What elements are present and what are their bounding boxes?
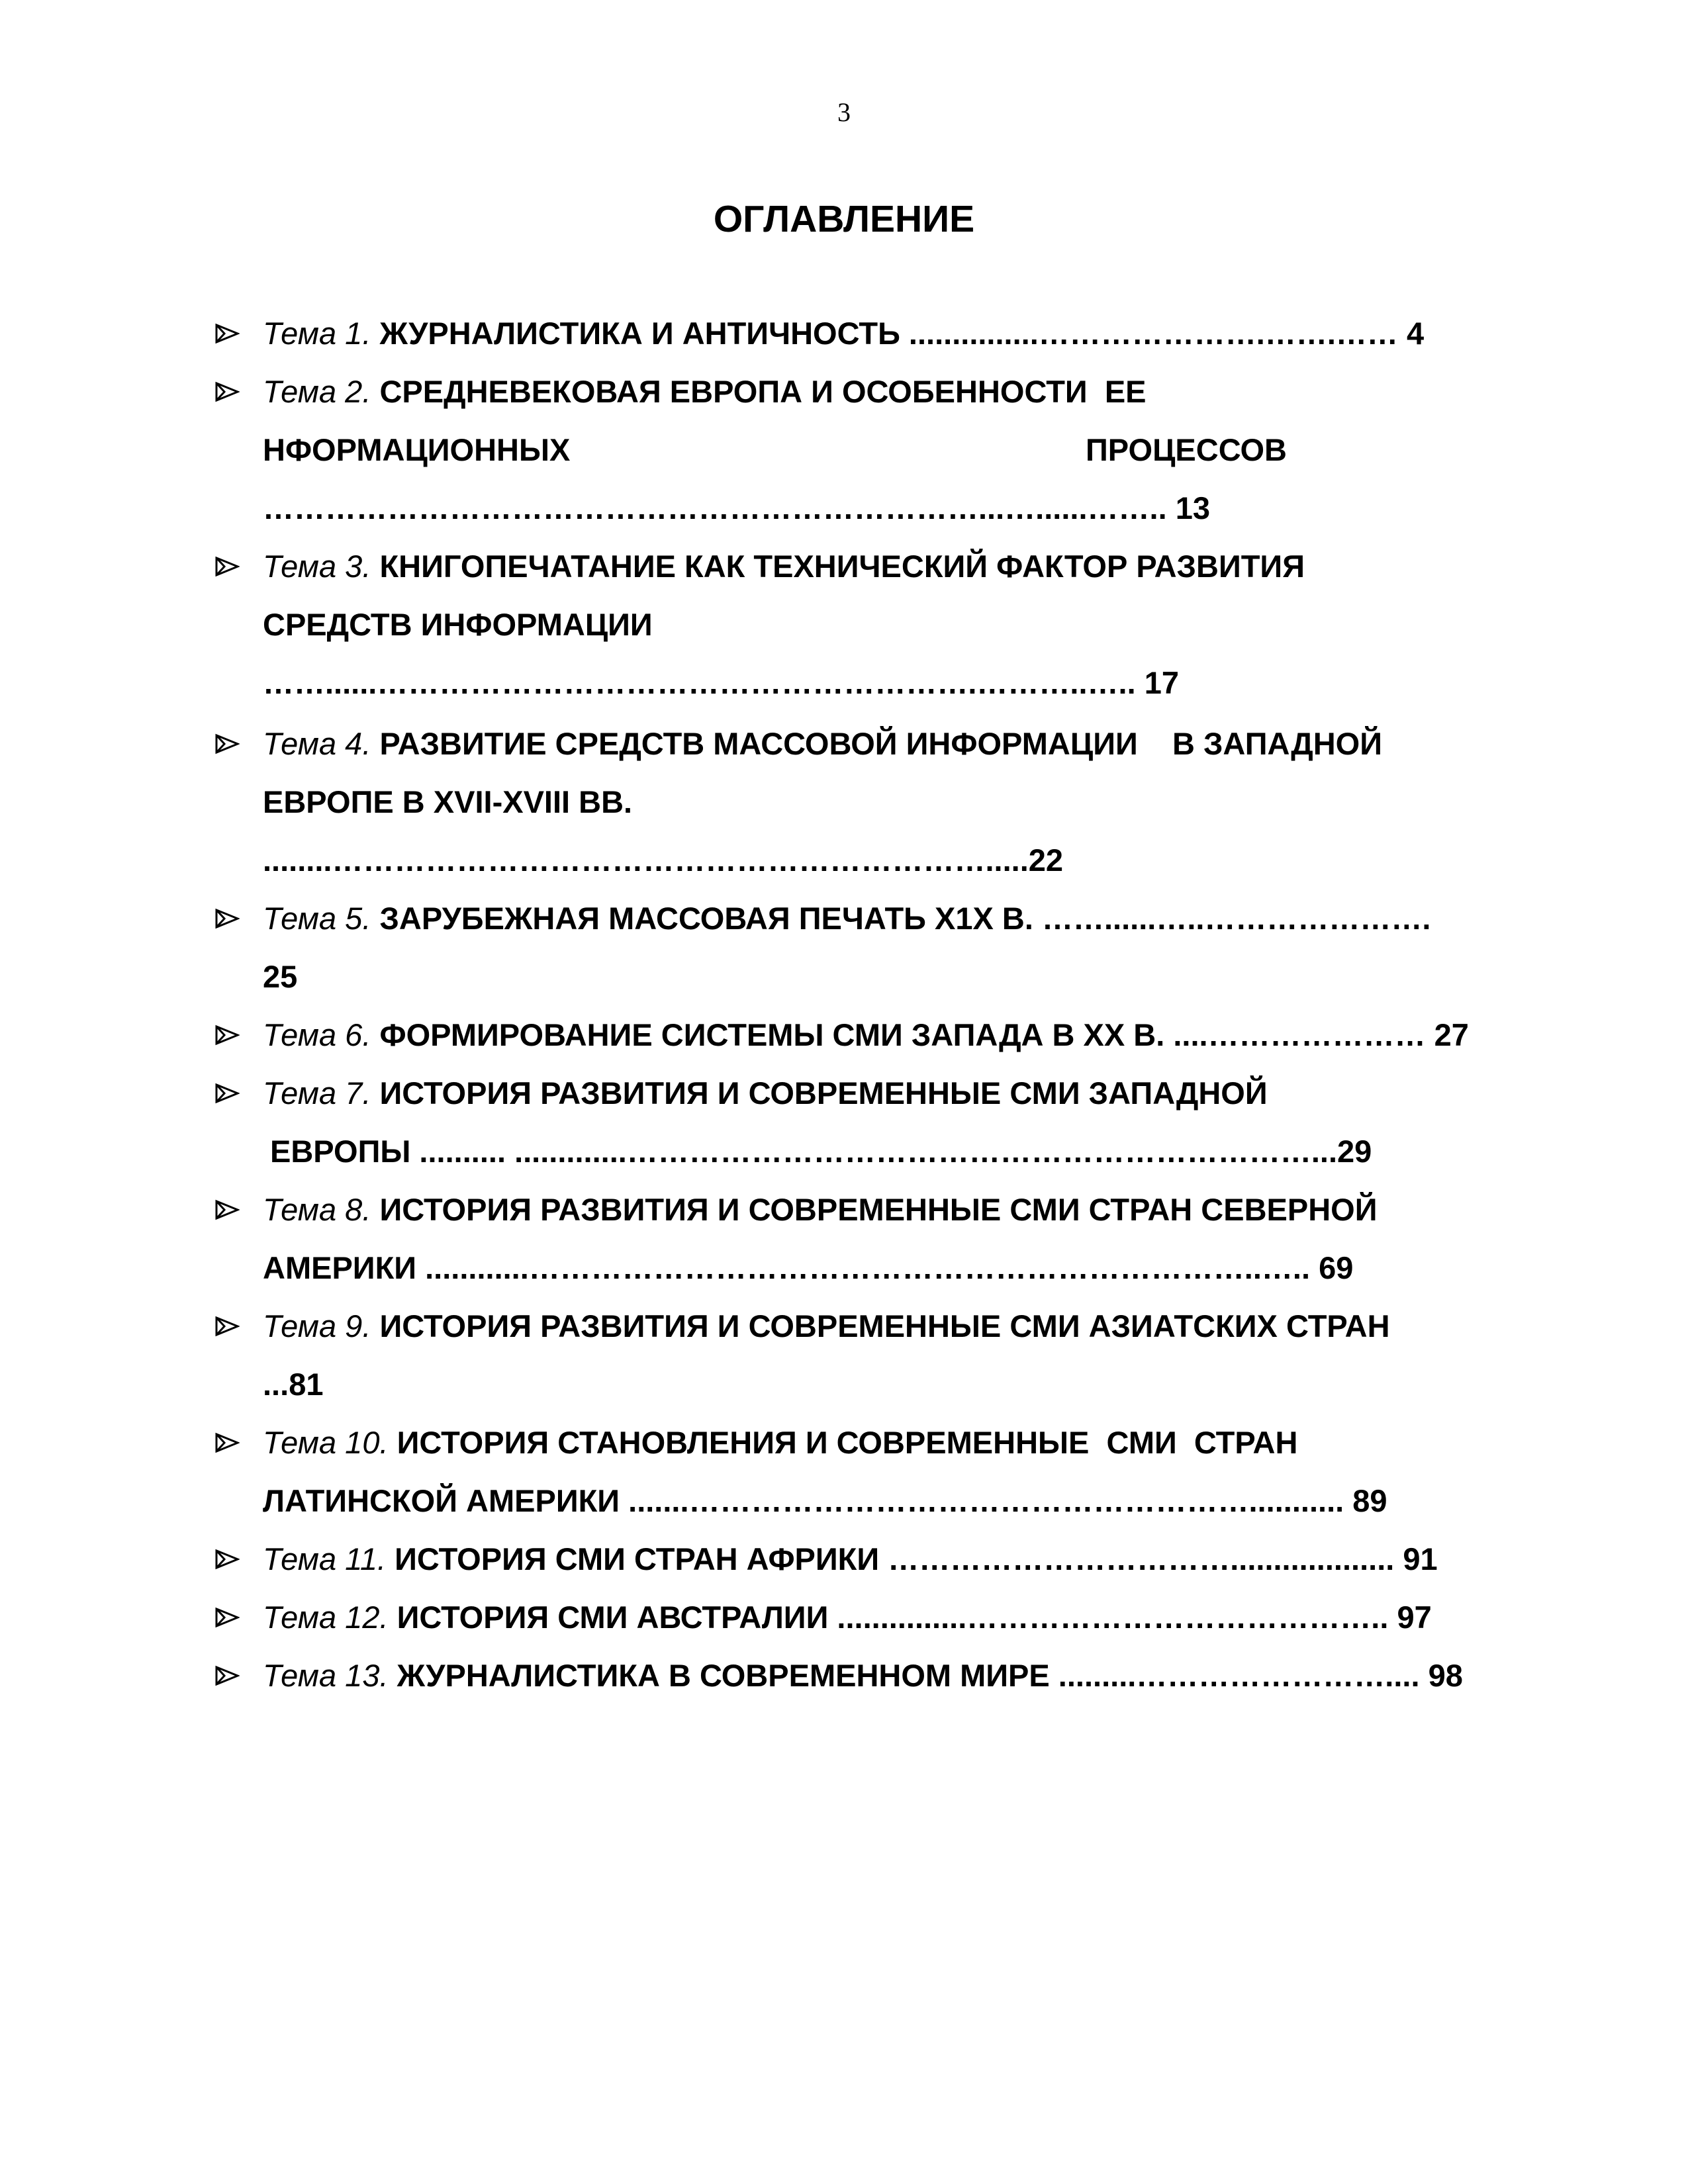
toc-entry-line <box>263 372 1147 412</box>
toc-entry-leader-line <box>263 663 1179 703</box>
topic-label: Тема 13. <box>263 1658 389 1693</box>
toc-entry-leader-line <box>270 1132 1372 1171</box>
topic-title-continuation: ЕВРОПЕ В XVII-XVIII ВВ. <box>263 784 633 819</box>
page-reference: 25 <box>263 959 298 994</box>
page-reference: 13 <box>1175 490 1210 525</box>
dot-leader: ……………………………………………………………...…......…….. <box>263 490 1176 525</box>
topic-title: ИСТОРИЯ РАЗВИТИЯ И СОВРЕМЕННЫЕ СМИ АЗИАТСКИХ СТРАН <box>379 1308 1390 1343</box>
topic-label: Тема 7. <box>263 1075 371 1111</box>
arrowhead-bullet-icon <box>212 1539 245 1579</box>
page-reference: 81 <box>289 1367 324 1402</box>
page-reference: 69 <box>1319 1250 1354 1285</box>
arrowhead-bullet-icon <box>212 1423 245 1463</box>
topic-label: Тема 10. <box>263 1425 389 1460</box>
topic-title: ИСТОРИЯ РАЗВИТИЯ И СОВРЕМЕННЫЕ СМИ СТРАН СЕВЕРНОЙ <box>379 1192 1378 1227</box>
topic-title: ИСТОРИЯ СМИ АВСТРАЛИИ ...............………………………………….. <box>397 1600 1397 1635</box>
topic-title-continuation: ЕВРОПЫ .......... .............…………………………………………………………... <box>270 1134 1337 1169</box>
topic-title-continuation: АМЕРИКИ ............……………………………………………………………..….. <box>263 1250 1319 1285</box>
toc-entry-line <box>263 314 1424 353</box>
toc-entry-leader-line <box>263 1365 323 1404</box>
toc-entry-line <box>263 1423 1297 1463</box>
arrowhead-bullet-icon <box>212 1656 245 1696</box>
page-reference: 27 <box>1434 1017 1469 1052</box>
topic-title: ИСТОРИЯ СМИ СТРАН АФРИКИ ……………………………................... <box>395 1541 1403 1576</box>
topic-title: ИСТОРИЯ СТАНОВЛЕНИЯ И СОВРЕМЕННЫЕ СМИ СТРАН <box>397 1425 1298 1460</box>
toc-entry-line <box>263 547 1305 586</box>
dot-leader: ... <box>263 1367 289 1402</box>
toc-entry-leader-line <box>263 488 1210 528</box>
topic-title: РАЗВИТИЕ СРЕДСТВ МАССОВОЙ ИНФОРМАЦИИ В ЗАПАДНОЙ <box>379 726 1382 761</box>
arrowhead-bullet-icon <box>212 724 245 764</box>
topic-title: КНИГОПЕЧАТАНИЕ КАК ТЕХНИЧЕСКИЙ ФАКТОР РАЗВИТИЯ <box>379 549 1305 584</box>
dot-leader: ……......………………………………………………….………..….. <box>263 665 1145 700</box>
toc-entry-leader-line <box>263 841 1063 880</box>
arrowhead-bullet-icon <box>212 1015 245 1055</box>
topic-title: СРЕДНЕВЕКОВАЯ ЕВРОПА И ОСОБЕННОСТИ ЕЕ <box>379 374 1147 409</box>
page-reference: 89 <box>1352 1483 1387 1518</box>
page-number: 3 <box>837 97 851 127</box>
page-reference: 97 <box>1397 1600 1432 1635</box>
arrowhead-bullet-icon <box>212 1306 245 1346</box>
topic-label: Тема 12. <box>263 1600 389 1635</box>
topic-label: Тема 2. <box>263 374 371 409</box>
topic-title-continuation: ЛАТИНСКОЙ АМЕРИКИ .......………………………………………………........... <box>263 1483 1353 1518</box>
topic-title: ЖУРНАЛИСТИКА В СОВРЕМЕННОМ МИРЕ .........…………………….... <box>397 1658 1429 1693</box>
toc-entry-leader-line <box>263 1481 1387 1521</box>
topic-title: ЖУРНАЛИСТИКА И АНТИЧНОСТЬ ...............………………….…….…… <box>379 316 1407 351</box>
topic-label: Тема 1. <box>263 316 371 351</box>
page-reference: 22 <box>1028 842 1064 878</box>
arrowhead-bullet-icon <box>212 1073 245 1113</box>
toc-entry-line <box>263 1598 1432 1637</box>
arrowhead-bullet-icon <box>212 1190 245 1230</box>
arrowhead-bullet-icon <box>212 1598 245 1637</box>
topic-title: ЗАРУБЕЖНАЯ МАССОВАЯ ПЕЧАТЬ Х1Х В. ……......…..…………………. <box>379 901 1440 936</box>
topic-title-continuation: СРЕДСТВ ИНФОРМАЦИИ <box>263 607 653 642</box>
toc-entry-leader-line <box>263 1248 1353 1288</box>
page-reference: 17 <box>1144 665 1179 700</box>
topic-label: Тема 8. <box>263 1192 371 1227</box>
toc-entry-line <box>263 1073 1268 1113</box>
dot-leader: ........………………………………………………………..... <box>263 842 1029 878</box>
arrowhead-bullet-icon <box>212 372 245 412</box>
topic-title: ИСТОРИЯ РАЗВИТИЯ И СОВРЕМЕННЫЕ СМИ ЗАПАДНОЙ <box>379 1075 1268 1111</box>
toc-entry-line <box>263 1656 1463 1696</box>
topic-title-continuation: ПРОЦЕССОВ <box>1086 432 1287 467</box>
page-reference: 4 <box>1406 316 1425 351</box>
topic-label: Тема 4. <box>263 726 371 761</box>
page-reference: 98 <box>1428 1658 1463 1693</box>
arrowhead-bullet-icon <box>212 314 245 353</box>
toc-title: ОГЛАВЛЕНИЕ <box>713 198 975 240</box>
toc-entry-line <box>263 899 1440 938</box>
page-reference: 29 <box>1337 1134 1372 1169</box>
toc-entry-line <box>263 1539 1438 1579</box>
topic-label: Тема 11. <box>263 1541 387 1576</box>
topic-label: Тема 3. <box>263 549 371 584</box>
topic-title: ФОРМИРОВАНИЕ СИСТЕМЫ СМИ ЗАПАДА В ХХ В. ....………………… <box>379 1017 1434 1052</box>
topic-label: Тема 6. <box>263 1017 371 1052</box>
toc-entry-line <box>263 1190 1378 1230</box>
arrowhead-bullet-icon <box>212 899 245 938</box>
toc-entry-line <box>263 1015 1469 1055</box>
topic-label: Тема 9. <box>263 1308 371 1343</box>
toc-entry-line <box>263 724 1382 764</box>
toc-entry-line <box>263 1306 1390 1346</box>
arrowhead-bullet-icon <box>212 547 245 586</box>
topic-label: Тема 5. <box>263 901 371 936</box>
topic-title-continuation: НФОРМАЦИОННЫХ <box>263 432 571 467</box>
page-reference: 91 <box>1403 1541 1438 1576</box>
